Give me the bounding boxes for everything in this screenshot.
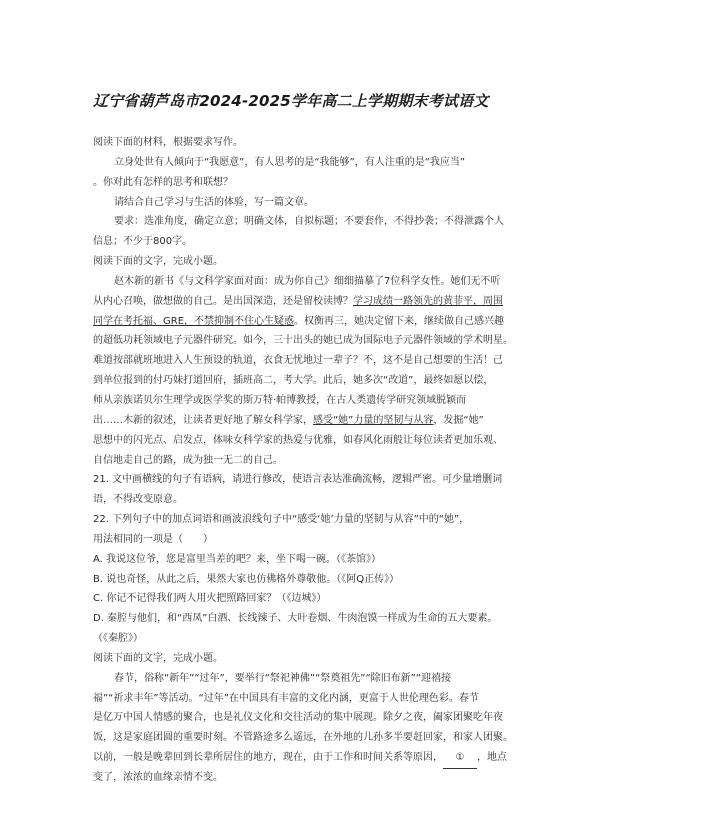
document-body	[93, 133, 553, 788]
text-line: 同学在考托福、GRE，不禁抑制不住心生疑惑。权衡再三，她决定留下来，继续做自己感兴趣	[93, 315, 505, 327]
option-c: C. 你记不记得我们两人用火把照路回家？（《边城》）	[93, 593, 327, 605]
text-line: （《秦腔》）	[93, 633, 143, 645]
option-a: A. 我说这位爷，您是富里当差的吧？来，坐下喝一碗。（《茶馆》）	[93, 553, 382, 565]
document-title: 辽宁省葫芦岛市2024-2025学年高二上学期期末考试语文	[93, 92, 489, 110]
text-line: 出……木新的叙述，让读者更好地了解女科学家，感受“她”力量的坚韧与从容，发掘“她”	[93, 414, 484, 426]
fill-in-blank: ①	[443, 748, 477, 769]
text-line: 以前，一般是晚辈回到长辈所居住的地方，现在，由于工作和时间关系等原因， ① ，地点	[93, 748, 553, 768]
text-line: 阅读下面的文字，完成小题。	[93, 652, 223, 664]
text-line: 请结合自己学习与生活的体验，写一篇文章。	[114, 196, 314, 208]
question-21: 21. 文中画横线的句子有语病，请进行修改，使语言表达准确流畅，逻辑严密。可少量增删词	[93, 474, 503, 486]
text-line: 到单位报到的付巧妹打道回府，插班高二，考大学。此后，她多次“改道”，最终如愿以偿，	[93, 375, 494, 387]
underlined-sentence: 学习成绩一路领先的黄菲平，周围	[353, 295, 503, 307]
text-line: 师从亲族诺贝尔生理学或医学奖的斯万特·帕博教授，在古人类遗传学研究领域脱颖而	[93, 394, 467, 406]
text-line: 自信地走自己的路，成为独一无二的自己。	[93, 454, 283, 466]
text-line: 。你对此有怎样的思考和联想？	[93, 176, 233, 188]
text-line: 难道按部就班地进入人生预设的轨道，衣食无忧地过一辈子？不，这不是自己想要的生活！己	[93, 355, 503, 367]
text-line: 立身处世有人倾向于“我愿意”，有人思考的是“我能够”，有人注重的是“我应当”	[114, 156, 466, 168]
option-d: D. 秦腔与他们，和“西凤”白酒、长线辣子、大叶卷烟、牛肉泡馍一样成为生命的五大要素。	[93, 613, 498, 625]
text-line: 阅读下面的材料，根据要求写作。	[93, 137, 243, 148]
text-line: 信息；不少于800字。	[93, 236, 193, 248]
text-line: 从内心召唤，做想做的自己。是出国深造，还是留校读博？学习成绩一路领先的黄菲平，周围	[93, 295, 503, 307]
text-line: 阅读下面的文字，完成小题。	[93, 256, 223, 268]
text-line: 饭，这是家庭团圆的重要时刻。不管路途多么遥远，在外地的儿孙多半要赶回家，和家人团聚。	[93, 732, 513, 744]
wavy-underlined-phrase: 感受“她”力量的坚韧与从容	[313, 414, 434, 426]
text-line: 福”“祈求丰年”等活动。“过年”在中国具有丰富的文化内涵，更富于人世伦理色彩。春节	[93, 692, 479, 704]
question-22: 22. 下列句子中的加点词语和画波浪线句子中“感受‘她’力量的坚韧与从容”中的“她”，	[93, 514, 470, 526]
text-line: 是亿万中国人情感的聚合，也是礼仪文化和交往活动的集中展现。除夕之夜，阖家团聚吃年夜	[93, 712, 503, 724]
text-line: 赵木新的新书《与文科学家面对面：成为你自己》细细描摹了7位科学女性。她们无不听	[114, 275, 501, 287]
underlined-sentence: 同学在考托福、GRE，不禁抑制不住心生疑惑	[93, 315, 295, 327]
text-line: 的超低功耗领域电子元器件研究。如今，三十出头的她已成为国际电子元器件领域的学术明星。	[93, 335, 513, 347]
text-line: 变了，浓浓的血缘亲情不变。	[93, 772, 223, 783]
text-line: 思想中的闪光点、启发点，体味女科学家的热爱与优雅，如春风化雨般让每位读者更加乐观、	[93, 434, 503, 446]
text-line: 春节，俗称“新年”“过年”，要举行“祭祀神佛”“祭奠祖先”“除旧布新”“迎禧接	[114, 672, 451, 684]
text-line: 要求：选准角度，确定立意；明确文体，自拟标题；不要套作，不得抄袭；不得泄露个人	[114, 216, 504, 228]
text-line: 用法相同的一项是（ ）	[93, 533, 213, 545]
option-b: B. 说也奇怪，从此之后，果然大家也仿佛格外尊敬他。（《阿Q正传》）	[93, 573, 400, 585]
text-line: 语，不得改变原意。	[93, 494, 183, 506]
